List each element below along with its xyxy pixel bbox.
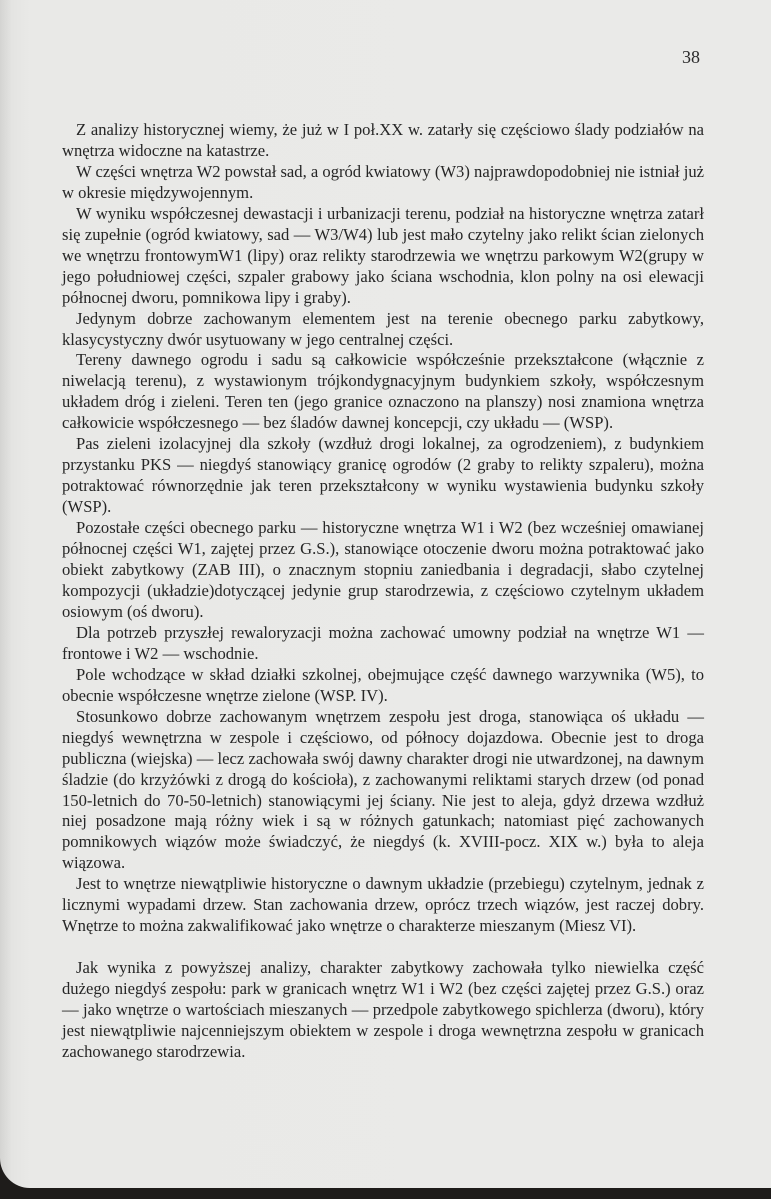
paragraph-5: Tereny dawnego ogrodu i sadu są całkowicie współcześnie przekształcone (włącznie z niwelacją terenu), z wystawionym trójkondygnacyjnym budynkiem szkoły, współczesnym układem dróg i zieleni. Teren ten (jego granice oznaczono na planszy) nosi znamiona wnętrza całkowicie współczesnego — bez śladów dawnej koncepcji, czy układu — (WSP).: [62, 350, 704, 433]
paragraph-9: Pole wchodzące w skład działki szkolnej, obejmujące część dawnego warzywnika (W5), to obecnie współczesne wnętrze zielone (WSP. IV).: [62, 664, 704, 705]
paragraph-1: Z analizy historycznej wiemy, że już w I poł.XX w. zatarły się częściowo ślady podziałów na wnętrza widoczne na katastrze.: [62, 120, 704, 160]
paragraph-4: Jedynym dobrze zachowanym elementem jest na terenie obecnego parku zabytkowy, klasycystyczny dwór usytuowany w jego centralnej części.: [62, 308, 704, 349]
paragraph-2: W części wnętrza W2 powstał sad, a ogród kwiatowy (W3) najprawdopodobniej nie istniał już w okresie międzywojennym.: [62, 161, 704, 202]
paragraph-6: Pas zieleni izolacyjnej dla szkoły (wzdłuż drogi lokalnej, za ogrodzeniem), z budynkiem przystanku PKS — niegdyś stanowiący granicę ogrodów (2 graby to relikty szpaleru), można potraktować równorzędnie jak teren przekształcony w wyniku wystawienia budynku szkoły (WSP).: [62, 434, 704, 517]
page-number: 38: [682, 47, 700, 67]
paragraph-conclusion: Jak wynika z powyższej analizy, charakter zabytkowy zachowała tylko niewielka część dużego niegdyś zespołu: park w granicach wnętrz W1 i W2 (bez części zajętej przez G.S.) oraz — jako wnętrze o wartościach mieszanych — przedpole zabytkowego spichlerza (dworu), który jest niewątpliwie najcenniejszym obiektem w zespole i droga wewnętrzna zespołu w granicach zachowanego starodrzewia.: [62, 958, 704, 1061]
paragraph-8: Dla potrzeb przyszłej rewaloryzacji można zachować umowny podział na wnętrze W1 — frontowe i W2 — wschodnie.: [62, 622, 704, 663]
paragraph-10: Stosunkowo dobrze zachowanym wnętrzem zespołu jest droga, stanowiąca oś układu — niegdyś wewnętrzna w zespole i częściowo, od północy dojazdowa. Obecnie jest to droga publiczna (wiejska) — lecz zachowała swój dawny charakter drogi nie utwardzonej, na dawnym śladzie (do krzyżówki z drogą do kościoła), z zachowanymi reliktami starych drzew (od ponad 150-letnich do 70-50-letnich) stanowiącymi jej ściany. Nie jest to aleja, gdyż drzewa wzdłuż niej posadzone mają różny wiek i są w różnych gatunkach; natomiast pięć zachowanych pomnikowych wiązów może świadczyć, że niegdyś (k. XVIII-pocz. XIX w.) była to aleja wiązowa.: [62, 706, 704, 873]
paragraph-3: W wyniku współczesnej dewastacji i urbanizacji terenu, podział na historyczne wnętrza zatarł się zupełnie (ogród kwiatowy, sad — W3/W4) lub jest mało czytelny jako relikt ścian zielonych we wnętrzu frontowymW1 (lipy) oraz relikty starodrzewia we wnętrzu parkowym W2(grupy w jego południowej części, szpaler grabowy jako ściana wschodnia, klon polny na osi elewacji północnej dworu, pomnikowa lipy i graby).: [62, 203, 704, 307]
body-text: [62, 120, 704, 1063]
paragraph-11: Jest to wnętrze niewątpliwie historyczne o dawnym układzie (przebiegu) czytelnym, jednak z licznymi wypadami drzew. Stan zachowania drzew, oprócz trzech wiązów, jest raczej dobry. Wnętrze to można zakwalifikować jako wnętrze o charakterze mieszanym (Miesz VI).: [62, 874, 704, 936]
paragraph-7: Pozostałe części obecnego parku — historyczne wnętrza W1 i W2 (bez wcześniej omawianej północnej części W1, zajętej przez G.S.), stanowiące otoczenie dworu można potraktować jako obiekt zabytkowy (ZAB III), o znacznym stopniu zaniedbania i degradacji, słabo czytelnej kompozycji (układzie)dotyczącej jedynie grup starodrzewia, z częściowo czytelnym układem osiowym (oś dworu).: [62, 518, 704, 621]
